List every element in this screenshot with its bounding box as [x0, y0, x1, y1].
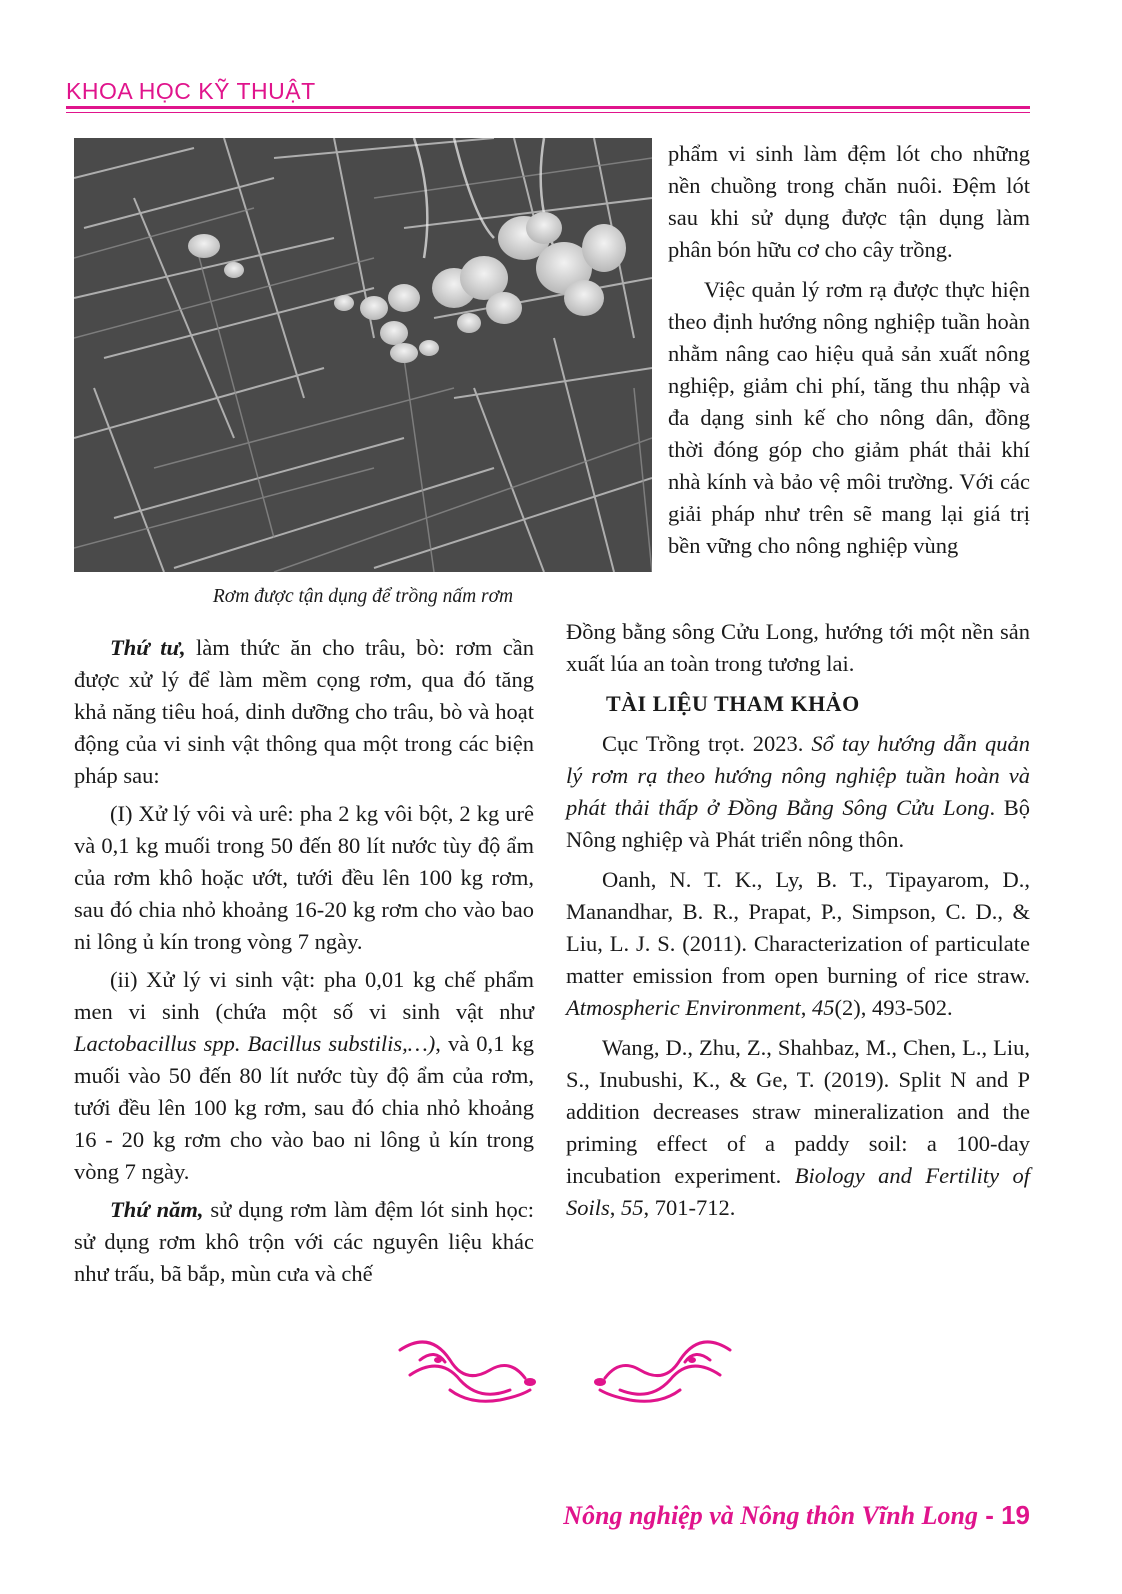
paragraph-continued: phẩm vi sinh làm đệm lót cho những nền chuồng trong chăn nuôi. Đệm lót sau khi sử dụng được tận dụng làm phân bón hữu cơ cho cây trồng.: [668, 141, 1030, 262]
straw-mushroom-photo: [74, 138, 652, 572]
reference-item: Oanh, N. T. K., Ly, B. T., Tipayarom, D., Manandhar, B. R., Prapat, P., Simpson, C. D., & Liu, L. J. S. (2011). Characterization of particulate matter emission from open burning of rice straw. Atmospheric Environment, 45(2), 493-502.: [566, 867, 1030, 1020]
header-rule: [66, 106, 1030, 109]
reference-item: Wang, D., Zhu, Z., Shahbaz, M., Chen, L., Liu, S., Inubushi, K., & Ge, T. (2019). Split N and P addition decreases straw mineralization and the priming effect of a paddy soil: a 100-day incubation experiment. Biology and Fertility of Soils, 55, 701-712.: [566, 1035, 1030, 1220]
header-rule-thin: [66, 112, 1030, 113]
reference-item: Cục Trồng trọt. 2023. Sổ tay hướng dẫn quản lý rơm rạ theo hướng nông nghiệp tuần hoàn và phát thải thấp ở Đồng Bằng Sông Cửu Long. Bộ Nông nghiệp và Phát triển nông thôn.: [566, 731, 1030, 852]
section-title: KHOA HỌC KỸ THUẬT: [66, 78, 316, 104]
references-heading: TÀI LIỆU THAM KHẢO: [606, 691, 860, 716]
decorative-ornament-icon: [390, 1330, 740, 1410]
page-number: 19: [1001, 1500, 1030, 1530]
right-column-bottom: [566, 618, 1030, 1232]
left-column: [74, 632, 534, 1296]
paragraph-fifth: Thứ năm, sử dụng rơm làm đệm lót sinh học: sử dụng rơm khô trộn với các nguyên liệu khác như trấu, bã bắp, mùn cưa và chế: [74, 1197, 534, 1286]
magazine-name: Nông nghiệp và Nông thôn Vĩnh Long: [563, 1501, 978, 1530]
page-footer: [563, 1500, 1030, 1531]
paragraph-circular-agriculture: Việc quản lý rơm rạ được thực hiện theo định hướng nông nghiệp tuần hoàn nhằm nâng cao hiệu quả sản xuất nông nghiệp, giảm chi phí, tăng thu nhập và đa dạng sinh kế cho nông dân, đồng thời đóng góp cho giảm phát thải khí nhà kính và bảo vệ môi trường. Với các giải pháp như trên sẽ mang lại giá trị bền vững cho nông nghiệp vùng: [668, 277, 1030, 558]
paragraph-microbial: (ii) Xử lý vi sinh vật: pha 0,01 kg chế phẩm men vi sinh (chứa một số vi sinh vật như Lactobacillus spp. Bacillus substilis,…), và 0,1 kg muối vào 50 đến 80 lít nước tùy độ ẩm của rơm, tưới đều lên 100 kg rơm, sau đó chia nhỏ khoảng 16 - 20 kg rơm cho vào bao ni lông ủ kín trong vòng 7 ngày.: [74, 967, 534, 1184]
paragraph-lime-urea: (I) Xử lý vôi và urê: pha 2 kg vôi bột, 2 kg urê và 0,1 kg muối trong 50 đến 80 lít nước tùy độ ẩm của rơm khô hoặc ướt, tưới đều lên 100 kg rơm, sau đó chia nhỏ khoảng 16-20 kg rơm cho vào bao ni lông ủ kín trong vòng 7 ngày.: [74, 801, 534, 954]
footer-separator: -: [977, 1500, 1002, 1530]
paragraph-continued-wide: Đồng bằng sông Cửu Long, hướng tới một nền sản xuất lúa an toàn trong tương lai.: [566, 619, 1030, 676]
figure-caption: Rơm được tận dụng để trồng nấm rơm: [212, 586, 514, 607]
right-column-top: [668, 138, 1030, 570]
paragraph-fourth: Thứ tư, làm thức ăn cho trâu, bò: rơm cần được xử lý để làm mềm cọng rơm, qua đó tăng khả năng tiêu hoá, dinh dưỡng cho trâu, bò và hoạt động của vi sinh vật thông qua một trong các biện pháp sau:: [74, 635, 534, 788]
